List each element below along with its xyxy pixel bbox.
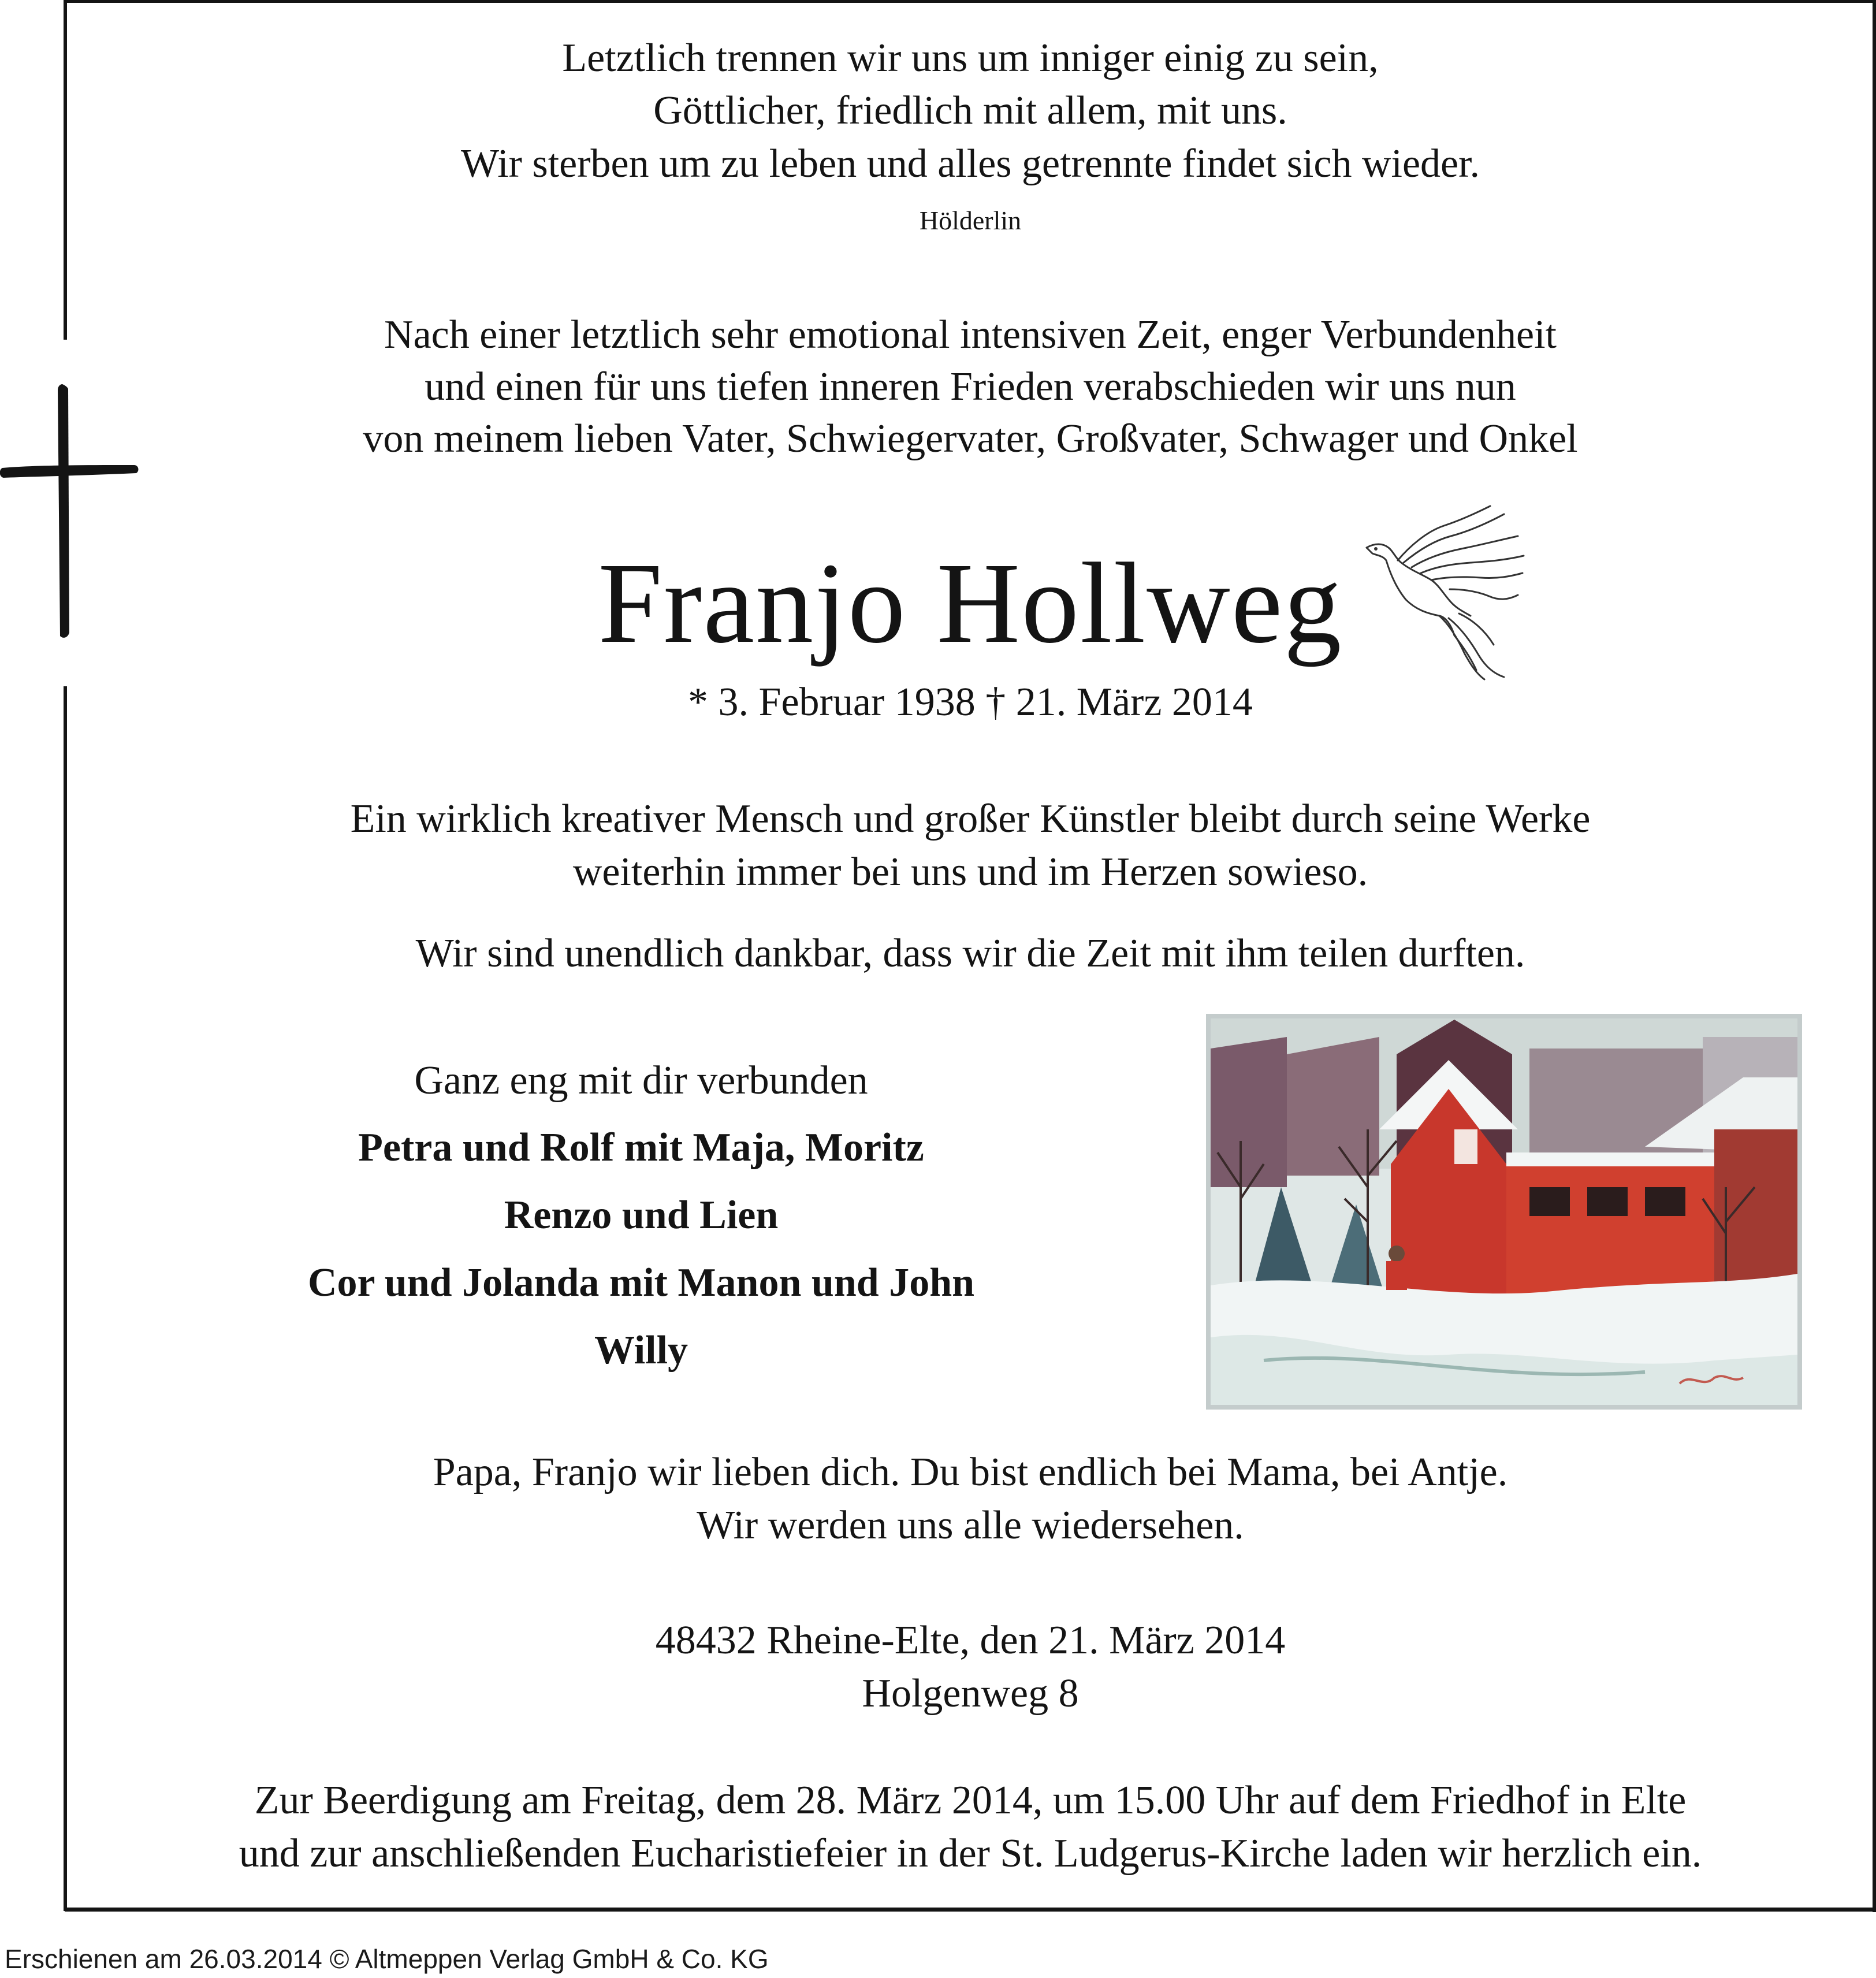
place-date: 48432 Rheine-Elte, den 21. März 2014 <box>655 1618 1286 1663</box>
frame-left-border-upper <box>64 0 67 340</box>
frame-top-border <box>65 0 1876 3</box>
motto-line-2: Göttlicher, friedlich mit allem, mit uns. <box>653 88 1287 133</box>
winter-house-painting <box>1206 1014 1802 1410</box>
frame-right-border <box>1873 0 1876 1912</box>
tribute-line-1: Ein wirklich kreativer Mensch und großer Künstler bleibt durch seine Werke <box>350 797 1591 841</box>
frame-bottom-border <box>65 1908 1876 1912</box>
funeral-line-2: und zur anschließenden Eucharistiefeier in der St. Ludgerus-Kirche laden wir herzlich ein. <box>239 1831 1702 1876</box>
dove-icon <box>1363 503 1542 682</box>
mourner-name: Renzo und Lien <box>504 1193 779 1237</box>
cross-icon <box>0 378 142 644</box>
motto-author: Hölderlin <box>919 206 1022 235</box>
farewell-line-1: Papa, Franjo wir lieben dich. Du bist endlich bei Mama, bei Antje. <box>433 1450 1508 1494</box>
life-dates: * 3. Februar 1938 † 21. März 2014 <box>688 680 1253 724</box>
motto-line-1: Letztlich trennen wir uns um inniger einig zu sein, <box>562 36 1379 80</box>
street-address: Holgenweg 8 <box>862 1671 1079 1716</box>
mourner-name: Petra und Rolf mit Maja, Moritz <box>358 1125 924 1170</box>
intro-line-2: und einen für uns tiefen inneren Frieden verabschieden wir uns nun <box>425 365 1516 409</box>
deceased-name: Franjo Hollweg <box>598 540 1343 667</box>
mourner-name: Willy <box>594 1328 688 1373</box>
mourner-name: Cor und Jolanda mit Manon und John <box>307 1261 975 1305</box>
tribute-line-3: Wir sind unendlich dankbar, dass wir die Zeit mit ihm teilen durften. <box>415 931 1525 976</box>
publication-footer: Erschienen am 26.03.2014 © Altmeppen Verlag GmbH & Co. KG <box>5 1944 769 1974</box>
funeral-line-1: Zur Beerdigung am Freitag, dem 28. März 2014, um 15.00 Uhr auf dem Friedhof in Elte <box>254 1778 1687 1823</box>
intro-line-1: Nach einer letztlich sehr emotional intensiven Zeit, enger Verbundenheit <box>384 313 1557 357</box>
farewell-line-2: Wir werden uns alle wiedersehen. <box>697 1503 1244 1548</box>
motto-line-3: Wir sterben um zu leben und alles getrennte findet sich wieder. <box>460 142 1480 186</box>
intro-line-3: von meinem lieben Vater, Schwiegervater, Großvater, Schwager und Onkel <box>363 417 1578 461</box>
tribute-line-2: weiterhin immer bei uns und im Herzen sowieso. <box>572 850 1368 894</box>
mourners-heading: Ganz eng mit dir verbunden <box>414 1058 868 1103</box>
frame-left-border-lower <box>64 686 67 1911</box>
